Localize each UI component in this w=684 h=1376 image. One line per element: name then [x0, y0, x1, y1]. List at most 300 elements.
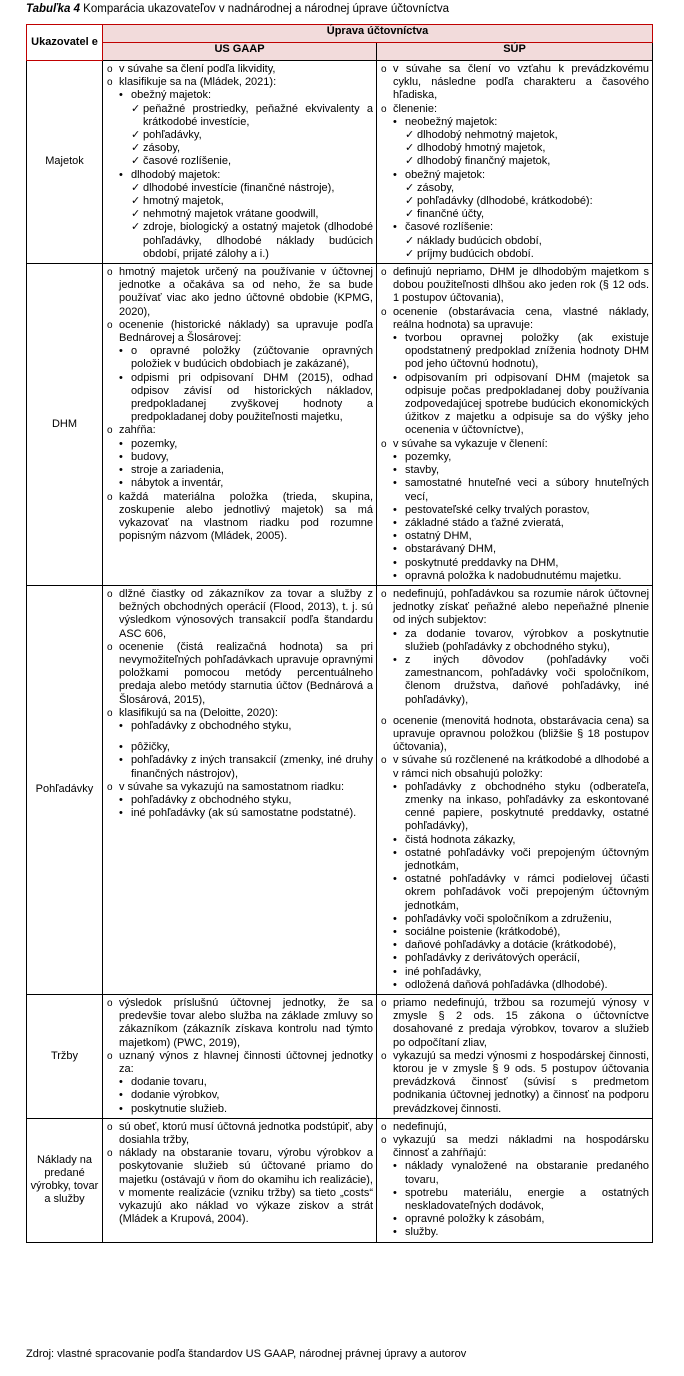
list-item-text: dlhodobý finančný majetok, [417, 155, 551, 168]
dot-bullet-icon: • [393, 332, 397, 345]
table-caption [26, 3, 449, 15]
list-item [381, 834, 649, 847]
dot-bullet-icon: • [119, 793, 123, 806]
list-item [381, 628, 649, 654]
dot-bullet-icon: • [393, 569, 397, 582]
header-group-label: Úprava účtovníctva [326, 25, 429, 37]
table-row [27, 1118, 653, 1242]
dot-bullet-icon: • [393, 543, 397, 556]
circle-bullet-icon: o [107, 319, 113, 331]
dot-bullet-icon: • [119, 168, 123, 181]
list-item [381, 1134, 649, 1160]
list-item [381, 208, 649, 221]
dot-bullet-icon: • [393, 873, 397, 886]
dot-bullet-icon: • [393, 952, 397, 965]
list-item [107, 89, 373, 102]
list-item-text: za dodanie tovarov, výrobkov a poskytnutie služieb (pohľadávky z obchodného styku), [405, 627, 650, 653]
list-item [107, 1103, 373, 1116]
list-item-text: v súvahe sa vykazujú na samostatnom riadku: [119, 780, 345, 793]
list-item [107, 142, 373, 155]
dot-bullet-icon: • [119, 464, 123, 477]
dot-bullet-icon: • [119, 1089, 123, 1102]
list-item-text: dodanie tovaru, [131, 1076, 207, 1089]
sup-cell [377, 995, 653, 1119]
dot-bullet-icon: • [393, 530, 397, 543]
row-indicator-label: DHM [51, 417, 78, 430]
dot-bullet-icon: • [393, 780, 397, 793]
list-item-text: náklady na obstaranie tovaru, výrobu výrobkov a poskytovanie služieb sú účtované priamo do majetku (ostávajú v ňom do okamihu ich realizácie), v momente realizácie (vzniku tržby) sa tieto „costs“ vykazujú ako náklad vo výkaze ziskov a strát (Mládek a Krupová, 2004). [119, 1147, 373, 1226]
list-spacer [107, 733, 373, 741]
checkmark-icon: ✓ [131, 221, 141, 234]
list-item [381, 1213, 649, 1226]
list-item [107, 451, 373, 464]
checkmark-icon: ✓ [131, 155, 141, 168]
list-item-text: klasifikujú sa na (Deloitte, 2020): [119, 706, 278, 719]
list-item-text: pohľadávky z obchodného styku (odberateľa, zmenky na inkaso, pohľadávky za eskontované cenné papiere, poskytnuté preddavky, ostatné pohľadávky), [405, 780, 650, 833]
header-us-gaap [103, 43, 377, 61]
dot-bullet-icon: • [393, 516, 397, 529]
checkmark-icon: ✓ [131, 102, 141, 115]
list-item-text: dodanie výrobkov, [131, 1089, 220, 1102]
list-item [381, 517, 649, 530]
list-item [107, 781, 373, 794]
list-item [381, 306, 649, 332]
list-item [107, 1050, 373, 1076]
list-item-text: zdroje, biologický a ostatný majetok (dlhodobé pohľadávky, dlhodobé náklady budúcich období, prijaté zálohy a i.) [143, 221, 373, 260]
dot-bullet-icon: • [119, 437, 123, 450]
list-item [381, 588, 649, 628]
list-item [107, 76, 373, 89]
list-item-text: sociálne poistenie (krátkodobé), [405, 926, 561, 938]
list-item-text: iné pohľadávky (ak sú samostatne podstatné). [131, 807, 357, 820]
checkmark-icon: ✓ [131, 129, 141, 142]
list-item [107, 1147, 373, 1226]
list-item-text: pohľadávky (dlhodobé, krátkodobé): [417, 195, 593, 208]
checkmark-icon: ✓ [131, 142, 141, 155]
dot-bullet-icon: • [119, 450, 123, 463]
list-item-text: pohľadávky voči spoločníkom a združeniu, [405, 912, 612, 925]
list-item [107, 319, 373, 345]
circle-bullet-icon: o [107, 64, 113, 75]
circle-bullet-icon: o [107, 77, 113, 89]
dot-bullet-icon: • [393, 503, 397, 516]
bullet-list [107, 997, 373, 1116]
header-sup [377, 43, 653, 61]
comparison-table [26, 24, 653, 1243]
circle-bullet-icon: o [381, 998, 387, 1010]
list-item-text: klasifikuje sa na (Mládek, 2021): [119, 76, 277, 89]
list-item [381, 997, 649, 1050]
list-item-text: časové rozlíšenie: [405, 221, 494, 234]
list-item-text: samostatné hnuteľné veci a súbory hnuteľných vecí, [405, 477, 650, 503]
header-us-gaap-label: US GAAP [214, 43, 265, 55]
circle-bullet-icon: o [107, 1050, 113, 1062]
list-item [381, 847, 649, 873]
table-caption-label: Tabuľka 4 [26, 3, 80, 15]
table-row [27, 585, 653, 994]
list-item-text: stroje a zariadenia, [131, 464, 224, 477]
dot-bullet-icon: • [119, 741, 123, 754]
list-item [381, 543, 649, 556]
list-item-text: ocenenie (menovitá hodnota, obstarávacia cena) sa upravuje opravnou položkou (bližšie § 18 postupov účtovania), [393, 714, 650, 754]
list-item-text: stavby, [405, 464, 440, 477]
bullet-list [381, 266, 649, 583]
list-item [381, 873, 649, 913]
dot-bullet-icon: • [393, 168, 397, 181]
dot-bullet-icon: • [393, 115, 397, 128]
list-item-text: zahŕňa: [119, 424, 156, 437]
list-item [381, 155, 649, 168]
list-item-text: finančné účty, [417, 208, 485, 221]
list-item-text: pozemky, [405, 450, 452, 463]
list-item-text: zásoby, [143, 142, 181, 155]
list-item [381, 63, 649, 103]
dot-bullet-icon: • [393, 912, 397, 925]
dot-bullet-icon: • [119, 89, 123, 102]
row-indicator-label: Majetok [45, 155, 84, 168]
dot-bullet-icon: • [393, 1226, 397, 1239]
list-spacer [381, 707, 649, 715]
list-item [381, 754, 649, 780]
sup-cell [377, 585, 653, 994]
list-item [381, 103, 649, 116]
list-item-text: v súvahe sa člení vo vzťahu k prevádzkovému cyklu, následne podľa charakteru a časového hľadiska, [393, 63, 650, 102]
row-indicator [27, 1118, 103, 1242]
list-item [381, 939, 649, 952]
row-indicator [27, 61, 103, 264]
list-item-text: v súvahe sú rozčlenené na krátkodobé a dlhodobé a v rámci nich obsahujú položky: [393, 754, 650, 780]
source-note: Zdroj: vlastné spracovanie podľa štandardov US GAAP, národnej právnej úpravy a autorov [26, 1348, 467, 1360]
list-item [107, 63, 373, 76]
checkmark-icon: ✓ [405, 181, 415, 194]
list-item [107, 208, 373, 221]
list-item [107, 424, 373, 437]
list-item-text: každá materiálna položka (trieda, skupina, zoskupenie alebo jednotlivý majetok) sa má vykazovať na vlastnom riadku pod rozumne popisným názvom (Mládek, 2005). [119, 490, 373, 543]
checkmark-icon: ✓ [405, 129, 415, 142]
list-item-text: v súvahe sa člení podľa likvidity, [119, 63, 276, 75]
list-item [381, 221, 649, 234]
list-item-text: odpismi pri odpisovaní DHM (2015), odhad odpisov závisí od historických nákladov, predpokladanej zvyškovej hodnoty a predpokladanej doby použiteľnosti majetku, [131, 371, 373, 424]
dot-bullet-icon: • [393, 556, 397, 569]
list-item [107, 707, 373, 720]
bullet-list [107, 588, 373, 820]
list-item-text: obežný majetok: [405, 168, 486, 181]
bullet-list [107, 63, 373, 261]
list-item [107, 155, 373, 168]
bullet-list [381, 63, 649, 261]
circle-bullet-icon: o [107, 1148, 113, 1160]
list-item [381, 195, 649, 208]
sup-cell [377, 264, 653, 586]
list-item-text: pohľadávky z obchodného styku, [131, 719, 292, 732]
circle-bullet-icon: o [381, 1135, 387, 1147]
list-item [381, 557, 649, 570]
list-item [107, 464, 373, 477]
dot-bullet-icon: • [119, 371, 123, 384]
row-indicator [27, 995, 103, 1119]
list-item-text: náklady vynaložené na obstaranie predaného tovaru, [405, 1160, 650, 1186]
list-item [381, 464, 649, 477]
circle-bullet-icon: o [107, 641, 113, 653]
list-item [107, 1121, 373, 1147]
list-item-text: hmotný majetok určený na používanie v účtovnej jednotke a očakáva sa od neho, že sa bude používať viac ako jedno účtovné obdobie (KPMG, 2020), [119, 266, 373, 318]
list-item [381, 530, 649, 543]
list-item-text: ostatný DHM, [405, 530, 472, 543]
checkmark-icon: ✓ [131, 195, 141, 208]
list-item [107, 588, 373, 641]
list-item-text: opravná položka k nadobudnutému majetku. [405, 569, 622, 582]
list-item-text: časové rozlíšenie, [143, 155, 232, 168]
list-item-text: v súvahe sa vykazuje v členení: [393, 437, 548, 450]
sup-cell [377, 1118, 653, 1242]
list-item [107, 266, 373, 319]
bullet-list [381, 997, 649, 1116]
list-item-text: dlžné čiastky od zákazníkov za tovar a služby z bežných obchodných operácií (Flood, 2013), t. j. sú výsledkom výnosových transakcií podľa štandardu ASC 606, [119, 587, 373, 640]
table-caption-text: Komparácia ukazovateľov v nadnárodnej a národnej úprave účtovníctva [79, 3, 450, 15]
list-item-text: definujú nepriamo, DHM je dlhodobým majetkom s dobou použiteľnosti dlhšou ako jeden rok (§ 12 ods. 1 postupov účtovania), [393, 266, 650, 305]
list-item-text: nedefinujú, pohľadávkou sa rozumie nárok účtovnej jednotky získať peňažné alebo nepeňažné plnenie od iných subjektov: [393, 587, 650, 627]
table-row [27, 264, 653, 586]
header-indicator-label: Ukazovatel e [31, 35, 98, 48]
circle-bullet-icon: o [381, 103, 387, 115]
bullet-list [381, 1121, 649, 1240]
list-item [381, 477, 649, 503]
list-item [381, 1121, 649, 1134]
list-item-text: daňové pohľadávky a dotácie (krátkodobé), [405, 939, 617, 952]
us-gaap-cell [103, 585, 377, 994]
dot-bullet-icon: • [393, 1160, 397, 1173]
list-item-text: odpisovaním pri odpisovaní DHM (majetok sa odpisuje počas predpokladanej doby používania zodpovedajúcej spotrebe budúcich ekonomických úžitkov z majetku a odpisuje sa do výšky jeho ocenenia v účtovníctve), [405, 371, 650, 437]
circle-bullet-icon: o [381, 1121, 387, 1133]
dot-bullet-icon: • [119, 807, 123, 820]
table-body [27, 61, 653, 1243]
list-item [381, 1160, 649, 1186]
list-item-text: nábytok a inventár, [131, 477, 224, 490]
list-item-text: iné pohľadávky, [405, 965, 482, 978]
us-gaap-cell [103, 995, 377, 1119]
dot-bullet-icon: • [393, 1213, 397, 1226]
dot-bullet-icon: • [393, 464, 397, 477]
list-item-text: poskytnutie služieb. [131, 1102, 227, 1115]
list-item-text: príjmy budúcich období. [417, 247, 534, 260]
dot-bullet-icon: • [393, 926, 397, 938]
list-item-text: výsledok príslušnú účtovnej jednotky, že sa predevšie tovar alebo služba na základe zmluvy so zákazníkom (zákazník získava kontrolu nad týmto majetkom) (PWC, 2019), [119, 997, 373, 1049]
checkmark-icon: ✓ [405, 142, 415, 155]
table-row [27, 61, 653, 264]
list-item-text: obstarávaný DHM, [405, 543, 497, 556]
circle-bullet-icon: o [381, 755, 387, 767]
list-item-text: základné stádo a ťažné zvieratá, [405, 516, 564, 529]
row-indicator-label: Náklady na predané výrobky, tovar a služby [30, 1153, 99, 1206]
list-item-text: ostatné pohľadávky v rámci podielovej účasti okrem pohľadávok voči prepojeným účtovným jednotkám, [405, 873, 650, 912]
dot-bullet-icon: • [393, 627, 397, 640]
list-item [107, 720, 373, 733]
list-item-text: peňažné prostriedky, peňažné ekvivalenty a krátkodobé investície, [143, 102, 373, 128]
dot-bullet-icon: • [393, 978, 397, 991]
list-item [381, 169, 649, 182]
list-item-text: odložená daňová pohľadávka (dlhodobé). [405, 978, 608, 991]
list-item-text: náklady budúcich období, [417, 234, 542, 247]
list-item [107, 491, 373, 544]
list-item [381, 248, 649, 261]
dot-bullet-icon: • [393, 477, 397, 490]
list-item [381, 1226, 649, 1239]
list-item-text: tvorbou opravnej položky (ak existuje opodstatnený predpoklad zníženia hodnoty DHM pod jeho účtovnú hodnotu), [405, 332, 650, 371]
dot-bullet-icon: • [393, 1186, 397, 1199]
list-item-text: neobežný majetok: [405, 115, 498, 128]
list-item-text: dlhodobé investície (finančné nástroje), [143, 181, 335, 194]
checkmark-icon: ✓ [405, 234, 415, 247]
list-item-text: pôžičky, [131, 741, 170, 754]
list-item-text: sú obeť, ktorú musí účtovná jednotka podstúpiť, aby dosiahla tržby, [119, 1120, 373, 1147]
list-item-text: služby. [405, 1226, 439, 1239]
list-item-text: dlhodobý nehmotný majetok, [417, 129, 558, 142]
list-item [381, 182, 649, 195]
list-item [381, 372, 649, 438]
list-item [381, 913, 649, 926]
circle-bullet-icon: o [107, 781, 113, 793]
list-item-text: pestovateľské celky trvalých porastov, [405, 503, 590, 516]
row-indicator [27, 585, 103, 994]
list-item [107, 438, 373, 451]
dot-bullet-icon: • [393, 221, 397, 234]
circle-bullet-icon: o [107, 1121, 113, 1133]
list-item [381, 142, 649, 155]
list-item-text: vykazujú sa medzi výnosmi z hospodárskej činnosti, ktorou je v zmysle § 9 ods. 5 postupov účtovania prevádzková činnosť (súvisí s predmetom podnikania účtovnej jednotky) a činnosť na podporu prevádzkovej činnosti. [393, 1049, 650, 1115]
list-item-text: pohľadávky z iných transakcií (zmenky, iné druhy finančných nástrojov), [131, 754, 373, 780]
dot-bullet-icon: • [119, 719, 123, 732]
list-item-text: poskytnuté preddavky na DHM, [405, 556, 559, 569]
list-item-text: pohľadávky, [143, 129, 202, 142]
checkmark-icon: ✓ [405, 208, 415, 221]
circle-bullet-icon: o [107, 588, 113, 600]
dot-bullet-icon: • [393, 450, 397, 463]
list-item-text: zásoby, [417, 181, 455, 194]
circle-bullet-icon: o [107, 707, 113, 719]
list-item-text: ocenenie (čistá realizačná hodnota) sa pri nevymožiteľných pohľadávkach upravuje opravnými položkami pomocou metódy percentuálneho predaja alebo metódy starnutia účtov (Bednárová a Šlosárová, 2015), [119, 640, 373, 706]
list-item [381, 979, 649, 992]
header-indicator [27, 25, 103, 61]
list-item [381, 332, 649, 372]
checkmark-icon: ✓ [131, 181, 141, 194]
checkmark-icon: ✓ [405, 155, 415, 168]
circle-bullet-icon: o [381, 588, 387, 600]
dot-bullet-icon: • [393, 833, 397, 846]
list-item [107, 1076, 373, 1089]
list-item [381, 266, 649, 306]
row-indicator [27, 264, 103, 586]
list-item [107, 129, 373, 142]
list-item-text: budovy, [131, 450, 169, 463]
list-item [107, 221, 373, 261]
list-item [381, 451, 649, 464]
circle-bullet-icon: o [381, 306, 387, 318]
sup-cell [377, 61, 653, 264]
list-item-text: pohľadávky z obchodného styku, [131, 793, 292, 806]
dot-bullet-icon: • [119, 345, 123, 358]
list-item-text: ostatné pohľadávky voči prepojeným účtovným jednotkám, [405, 846, 650, 872]
list-item [107, 477, 373, 490]
circle-bullet-icon: o [107, 998, 113, 1010]
list-item [107, 641, 373, 707]
list-item [107, 741, 373, 754]
list-item-text: o opravné položky (zúčtovanie opravných položiek v budúcich obdobiach je zakázané), [131, 345, 373, 371]
list-item [107, 997, 373, 1050]
list-item-text: ocenenie (historické náklady) sa upravuje podľa Bednárovej a Šlosárovej: [119, 318, 373, 345]
list-item-text: opravné položky k zásobám, [405, 1213, 545, 1226]
list-item-text: nedefinujú, [393, 1120, 447, 1133]
bullet-list [107, 266, 373, 543]
list-item [381, 570, 649, 583]
circle-bullet-icon: o [381, 64, 387, 75]
dot-bullet-icon: • [393, 653, 397, 666]
list-item [381, 781, 649, 834]
table-row [27, 995, 653, 1119]
list-item [381, 1187, 649, 1213]
list-item-text: uznaný výnos z hlavnej činnosti účtovnej jednotky za: [119, 1049, 373, 1076]
list-item [381, 438, 649, 451]
circle-bullet-icon: o [381, 715, 387, 727]
checkmark-icon: ✓ [405, 247, 415, 260]
us-gaap-cell [103, 1118, 377, 1242]
us-gaap-cell [103, 61, 377, 264]
dot-bullet-icon: • [393, 939, 397, 952]
header-group [103, 25, 653, 43]
circle-bullet-icon: o [381, 438, 387, 450]
list-item [107, 169, 373, 182]
list-item [107, 103, 373, 129]
us-gaap-cell [103, 264, 377, 586]
checkmark-icon: ✓ [131, 208, 141, 221]
list-item [381, 952, 649, 965]
list-item [381, 116, 649, 129]
dot-bullet-icon: • [119, 1076, 123, 1089]
circle-bullet-icon: o [381, 1050, 387, 1062]
list-item [381, 715, 649, 755]
bullet-list [107, 1121, 373, 1227]
list-item [107, 754, 373, 780]
bullet-list [381, 588, 649, 992]
list-item-text: čistá hodnota zákazky, [405, 833, 516, 846]
list-item-text: dlhodobý majetok: [131, 168, 221, 181]
list-item-text: spotrebu materiálu, energie a ostatných neskladovateľných dodávok, [405, 1186, 650, 1213]
list-item-text: nehmotný majetok vrátane goodwill, [143, 208, 319, 221]
row-indicator-label: Pohľadávky [35, 783, 94, 796]
list-item [381, 504, 649, 517]
list-item [381, 235, 649, 248]
list-item-text: z iných dôvodov (pohľadávky voči zamestnancom, pohľadávky voči spoločníkom, členom družstva, daňové pohľadávky, iné pohľadávky), [405, 653, 650, 706]
list-item-text: dlhodobý hmotný majetok, [417, 142, 546, 155]
dot-bullet-icon: • [119, 477, 123, 490]
list-item-text: členenie: [393, 102, 438, 115]
list-item [107, 195, 373, 208]
circle-bullet-icon: o [381, 267, 387, 279]
list-item [381, 654, 649, 707]
list-item-text: hmotný majetok, [143, 195, 224, 208]
list-item-text: ocenenie (obstarávacia cena, vlastné náklady, reálna hodnota) sa upravuje: [393, 305, 650, 331]
list-item [107, 794, 373, 807]
dot-bullet-icon: • [119, 754, 123, 767]
circle-bullet-icon: o [107, 267, 113, 279]
list-item-text: vykazujú sa medzi nákladmi na hospodársku činnosť a zahŕňajú: [393, 1134, 650, 1160]
list-item-text: pozemky, [131, 437, 178, 450]
list-item-text: obežný majetok: [131, 89, 212, 102]
list-item [107, 1089, 373, 1102]
dot-bullet-icon: • [393, 965, 397, 978]
list-item [107, 345, 373, 371]
checkmark-icon: ✓ [405, 195, 415, 208]
list-item-text: priamo nedefinujú, tržbou sa rozumejú výnosy v zmysle § 2 ods. 15 zákona o účtovníctve dosahované z predaja výrobkov, tovarov a služieb po odpočítaní zliav, [393, 997, 650, 1049]
